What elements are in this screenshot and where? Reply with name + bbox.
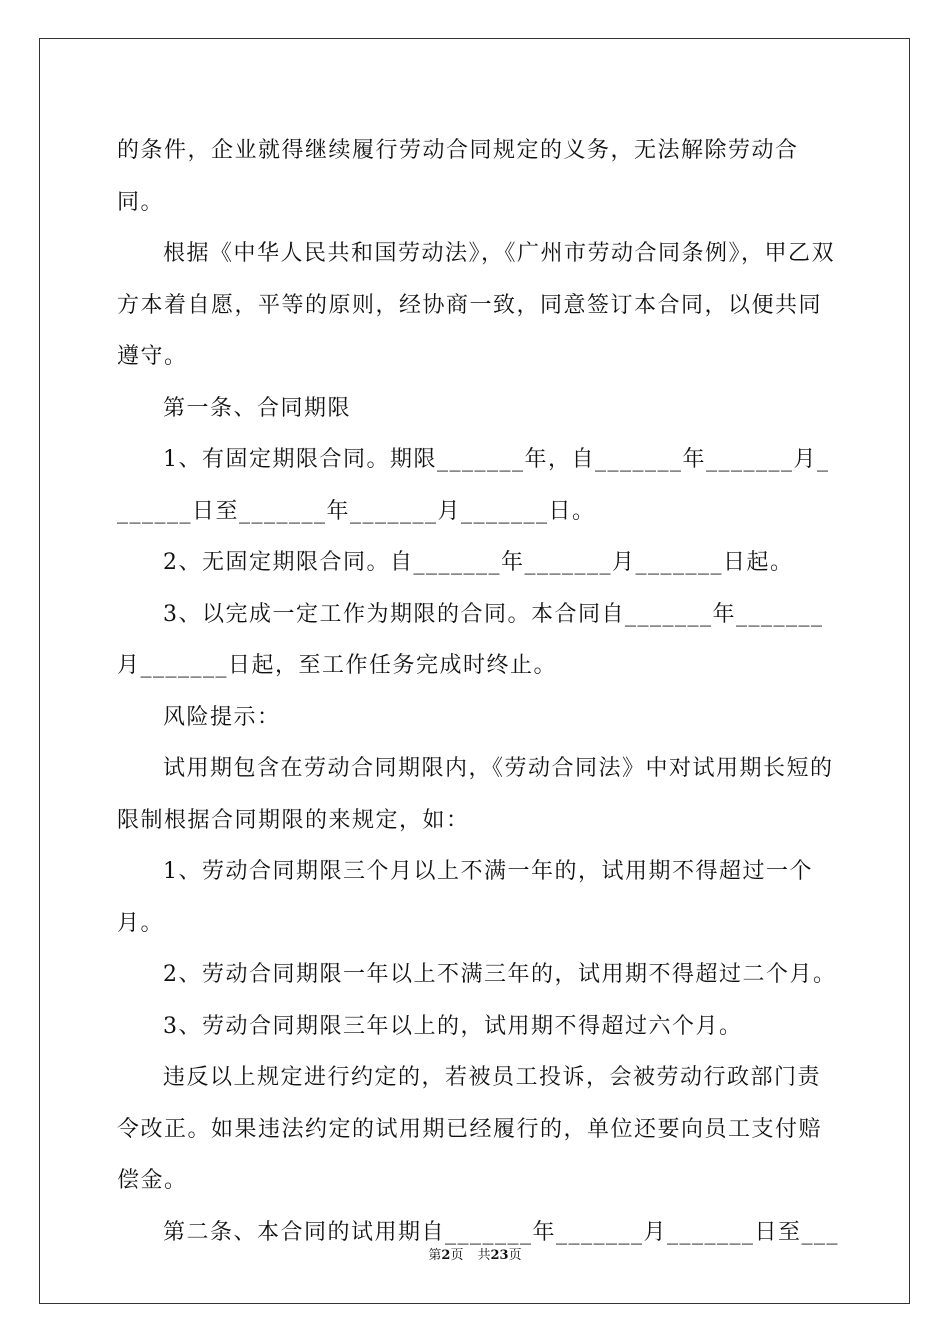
paragraph-probation-rule-1: 1、劳动合同期限三个月以上不满一年的，试用期不得超过一个月。 — [117, 859, 813, 936]
paragraph-probation-rule-2: 2、劳动合同期限一年以上不满三年的，试用期不得超过二个月。 — [163, 962, 837, 987]
footer-page-number: 2 — [441, 1248, 451, 1263]
footer-page-unit: 页 — [450, 1248, 464, 1263]
paragraph-continuation: 的条件，企业就得继续履行劳动合同规定的义务，无法解除劳动合同。 — [117, 138, 799, 215]
paragraph-preamble: 根据《中华人民共和国劳动法》，《广州市劳动合同条例》，甲乙双方本着自愿，平等的原则，经协商一致，同意签订本合同，以便共同遵守。 — [117, 241, 836, 369]
footer-prefix: 第 — [428, 1248, 442, 1263]
footer-total-unit: 页 — [508, 1248, 522, 1263]
paragraph-task-term: 3、以完成一定工作为期限的合同。本合同自_______年_______月_______日起，至工作任务完成时终止。 — [117, 601, 824, 678]
article-heading-1: 第一条、合同期限 — [163, 395, 352, 421]
paragraph-probation-intro: 试用期包含在劳动合同期限内，《劳动合同法》中对试用期长短的限制根据合同期限的来规定，如： — [117, 756, 834, 833]
footer-total-prefix: 共 — [477, 1248, 491, 1263]
risk-notice-heading: 风险提示： — [163, 704, 281, 730]
article-heading-2: 第二条、本合同的试用期自_______年_______月_______日至___ — [163, 1219, 840, 1245]
paragraph-violation: 违反以上规定进行约定的，若被员工投诉，会被劳动行政部门责令改正。如果违法约定的试用期已经履行的，单位还要向员工支付赔偿金。 — [117, 1065, 823, 1193]
paragraph-fixed-term: 1、有固定期限合同。期限_______年，自_______年_______月_______日至_______年_______月_______日。 — [117, 447, 830, 524]
document-body — [117, 125, 839, 1258]
paragraph-probation-rule-3: 3、劳动合同期限三年以上的，试用期不得超过六个月。 — [163, 1013, 743, 1039]
footer-total-pages: 23 — [490, 1248, 509, 1263]
page-footer — [0, 1248, 950, 1264]
paragraph-open-term: 2、无固定期限合同。自_______年_______月_______日起。 — [163, 550, 794, 575]
